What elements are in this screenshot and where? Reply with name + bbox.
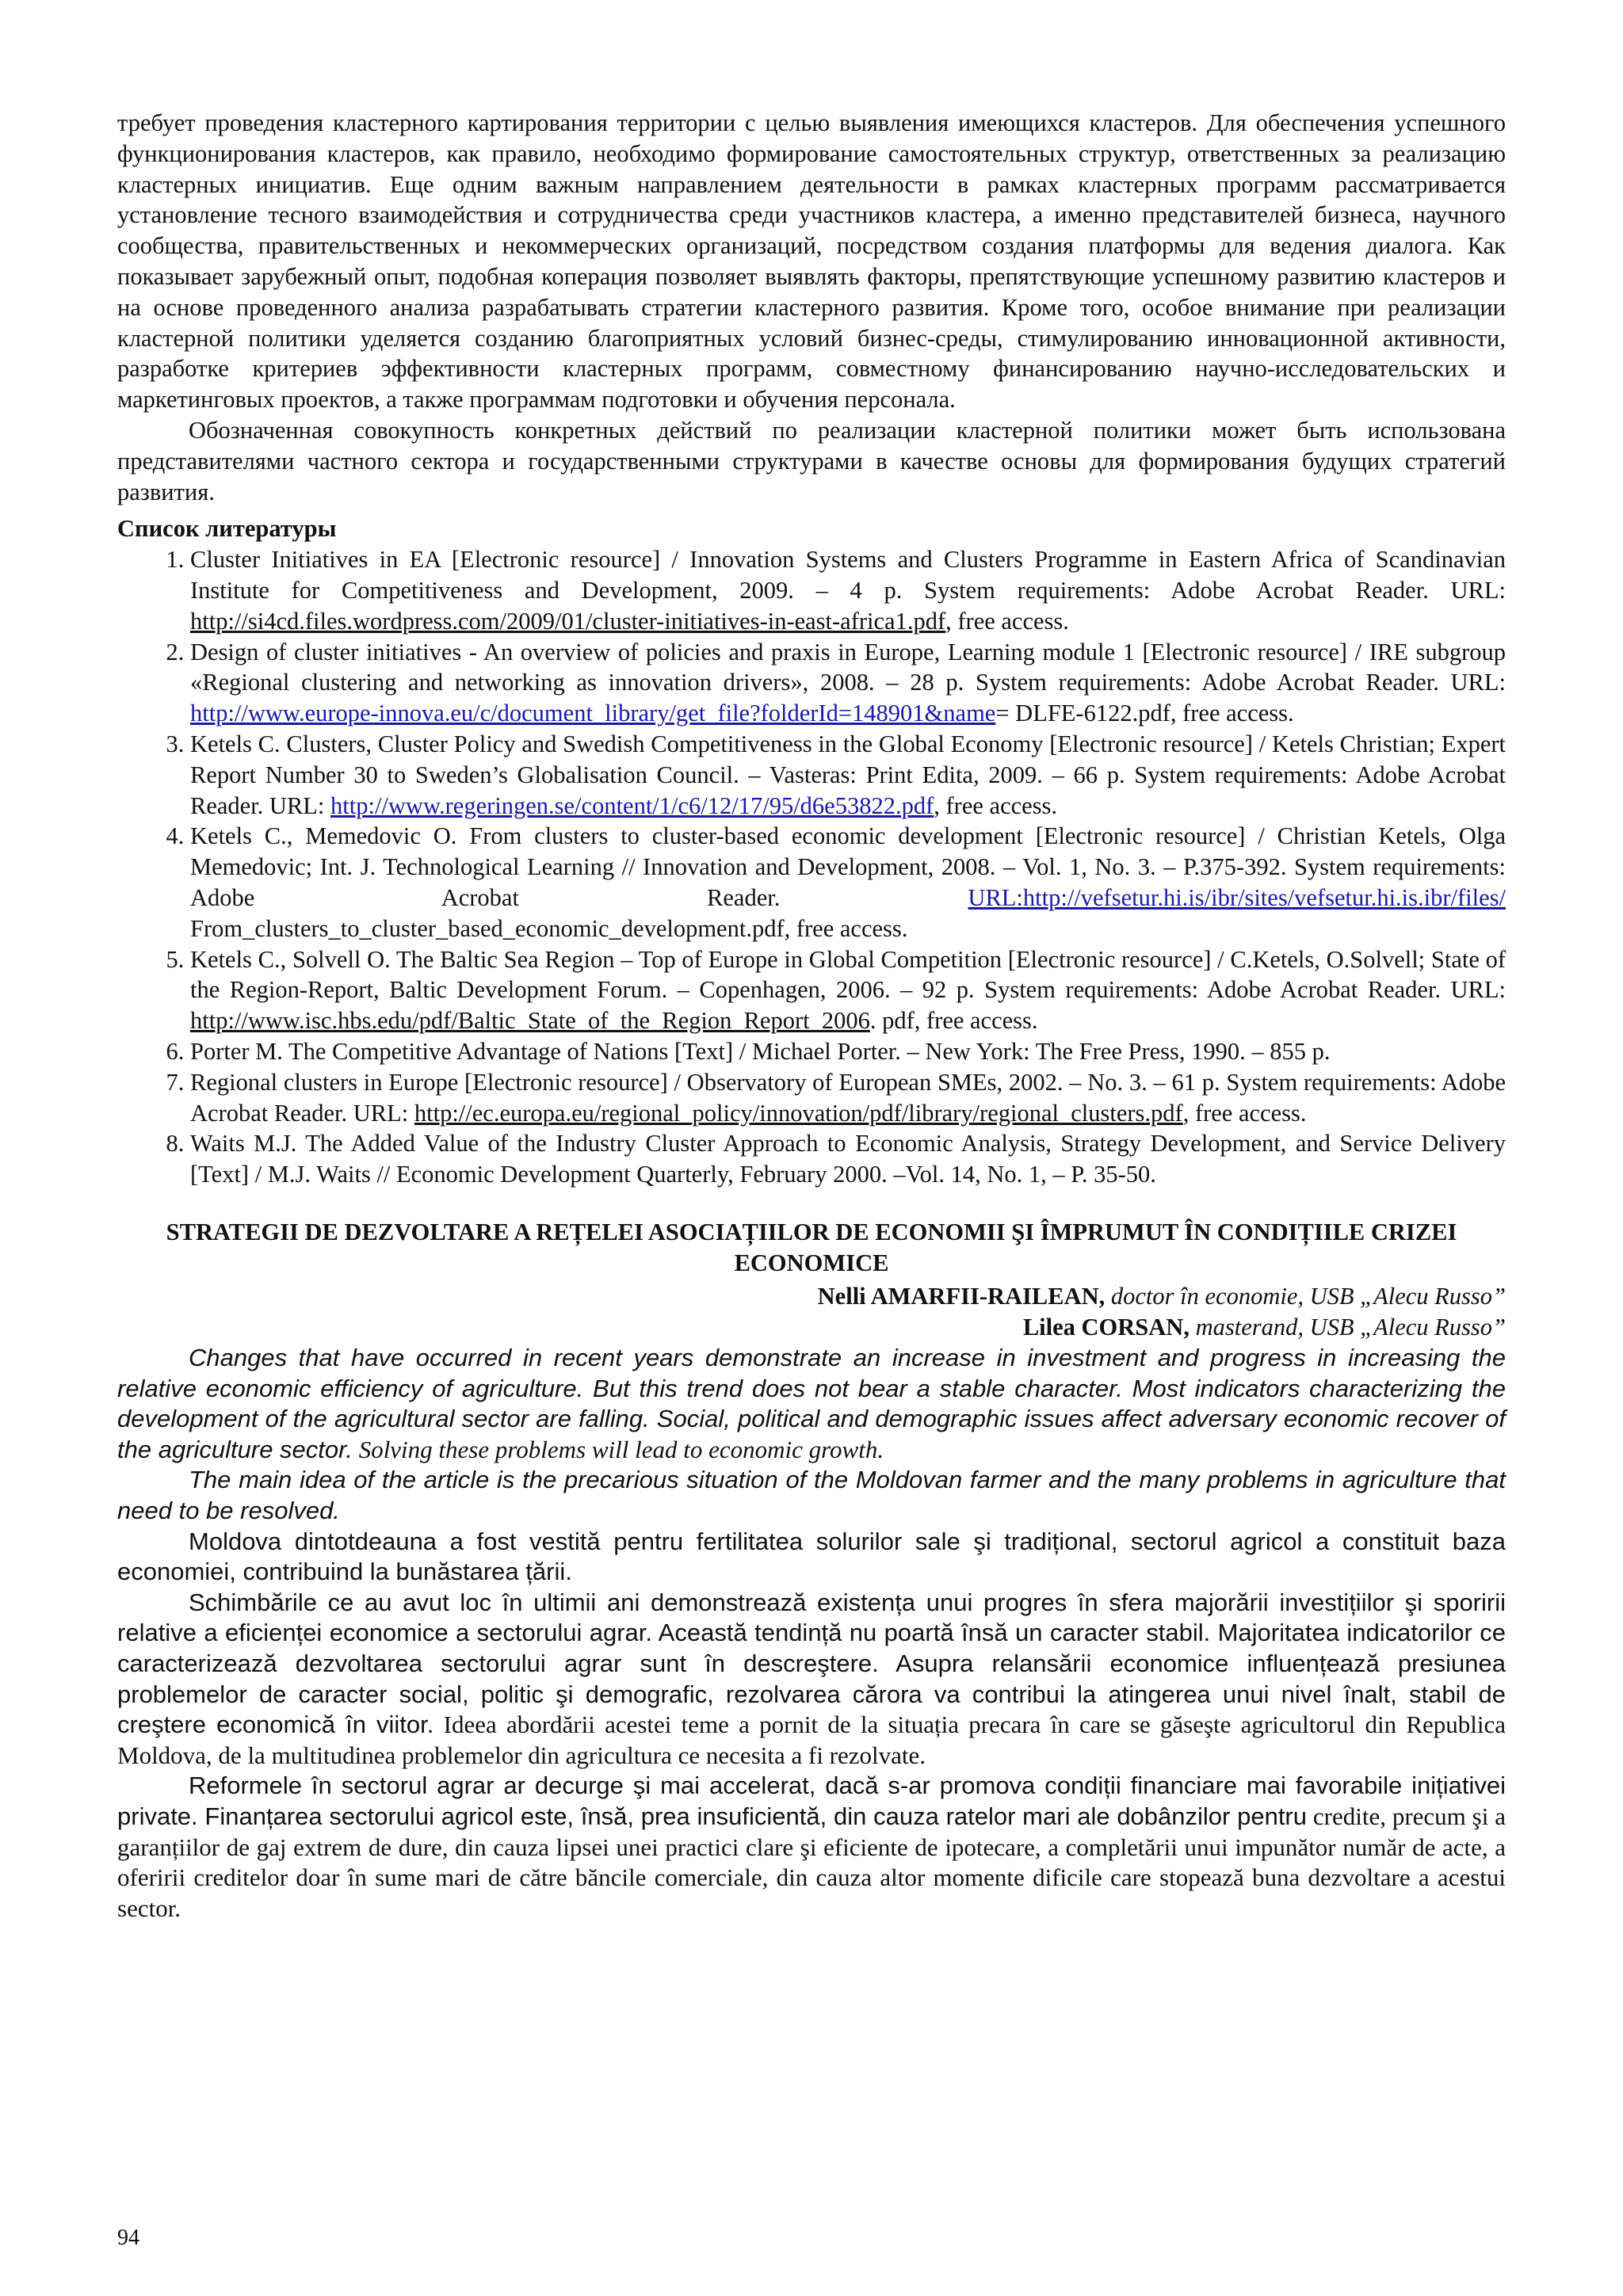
reference-link[interactable]: http://ec.europa.eu/regional_policy/innovation/pdf/library/regional_clusters.pdf: [414, 1099, 1183, 1127]
body-paragraph-3: Reformele în sectorul agrar ar decurge şi mai accelerat, dacă s-ar promova condiții financiare mai favorabile inițiativei private. Finanțarea sectorului agricol este, însă, prea insuficientă, din cauza ratelor mari ale dobânzilor pentru credite, precum şi a garanțiilor de gaj extrem de dure, din cauza lipsei unei practici clare şi eficiente de ipotecare, a completării unui impunător număr de acte, a oferirii creditelor doar în sume mari de către băncile comerciale, din cauza altor momente dificile care stopează buna dezvoltare a acestui sector.: [117, 1772, 1506, 1922]
reference-link[interactable]: http://www.europe-innova.eu/c/document_library/get_file?folderId=148901&name: [190, 700, 996, 727]
article-title: STRATEGII DE DEZVOLTARE A REȚELEI ASOCIAȚIILOR DE ECONOMII ŞI ÎMPRUMUT ÎN CONDIȚIILE CRIZEI ECONOMICE: [166, 1218, 1457, 1276]
reference-item: 2. Design of cluster initiatives - An overview of policies and praxis in Europe, Learning module 1 [Electronic resource] / IRE subgroup «Regional clustering and networking as innovation drivers», 2008. – 28 p. System requirements: Adobe Acrobat Reader. URL: http://www.europe-innova.eu/c/document_library/get_file?folderId=148901&name= DLFE-6122.pdf, free access.: [190, 637, 1506, 729]
reference-item: 3. Ketels C. Clusters, Cluster Policy and Swedish Competitiveness in the Global Economy [Electronic resource] / Ketels Christian; Expert Report Number 30 to Sweden’s Globalisation Council. – Vasteras: Print Edita, 2009. – 66 p. System requirements: Adobe Acrobat Reader. URL: http://www.regeringen.se/content/1/c6/12/17/95/d6e53822.pdf, free access.: [190, 729, 1506, 821]
reference-item: 8. Waits M.J. The Added Value of the Industry Cluster Approach to Economic Analysis, Strategy Development, and Service Delivery [Text] / M.J. Waits // Economic Development Quarterly, February 2000. –Vol. 14, No. 1, – P. 35-50.: [190, 1128, 1506, 1190]
author-role: doctor în economie, USB „Alecu Russo”: [1105, 1283, 1506, 1310]
reference-link[interactable]: URL:http://vefsetur.hi.is/ibr/sites/vefsetur.hi.is.ibr/files/: [968, 883, 1506, 911]
author-name: Lilea CORSAN,: [1022, 1314, 1190, 1341]
reference-item: 5. Ketels C., Solvell O. The Baltic Sea Region – Top of Europe in Global Competition [Electronic resource] / C.Ketels, O.Solvell; State of the Region-Report, Baltic Development Forum. – Copenhagen, 2006. – 92 p. System requirements: Adobe Acrobat Reader. URL: http://www.isc.hbs.edu/pdf/Baltic_State_of_the_Region_Report_2006. pdf, free access.: [190, 944, 1506, 1036]
reference-link[interactable]: http://www.isc.hbs.edu/pdf/Baltic_State_of_the_Region_Report_2006: [190, 1007, 870, 1035]
reference-item: 7. Regional clusters in Europe [Electronic resource] / Observatory of European SMEs, 2002. – No. 3. – 61 p. System requirements: Adobe Acrobat Reader. URL: http://ec.europa.eu/regional_policy/innovation/pdf/library/regional_clusters.pdf, free access.: [190, 1067, 1506, 1129]
references-list: [117, 544, 1506, 1190]
reference-item: 1. Cluster Initiatives in EA [Electronic resource] / Innovation Systems and Clusters Programme in Eastern Africa of Scandinavian Institute for Competitiveness and Development, 2009. – 4 p. System requirements: Adobe Acrobat Reader. URL: http://si4cd.files.wordpress.com/2009/01/cluster-initiatives-in-east-africa1.pdf, free access.: [190, 544, 1506, 636]
page-number: 94: [117, 2225, 139, 2250]
author-role: masterand, USB „Alecu Russo”: [1189, 1314, 1506, 1341]
intro-paragraph-1: требует проведения кластерного картирования территории с целью выявления имеющихся кластеров. Для обеспечения успешного функционирования кластеров, как правило, необходимо формирование самостоятельных структур, ответственных за реализацию кластерных инициатив. Еще одним важным направлением деятельности в рамках кластерных программ рассматривается установление тесного взаимодействия и сотрудничества среди участников кластера, а именно представителей бизнеса, научного сообщества, правительственных и некоммерческих организаций, посредством создания платформы для ведения диалога. Как показывает зарубежный опыт, подобная коперация позволяет выявлять факторы, препятствующие успешному развитию кластеров и на основе проведенного анализа разрабатывать стратегии кластерного развития. Кроме того, особое внимание при реализации кластерной политики уделяется созданию благоприятных условий бизнес-среды, стимулированию инновационной активности, разработке критериев эффективности кластерных программ, совместному финансированию научно-исследовательских и маркетинговых проектов, а также программам подготовки и обучения персонала.: [117, 109, 1506, 414]
reference-link[interactable]: http://www.regeringen.se/content/1/c6/12/17/95/d6e53822.pdf: [330, 791, 934, 819]
author-block: [117, 1281, 1506, 1343]
reference-link[interactable]: http://si4cd.files.wordpress.com/2009/01/cluster-initiatives-in-east-africa1.pdf: [190, 607, 946, 635]
body-paragraph-1: Moldova dintotdeauna a fost vestită pentru fertilitatea solurilor sale şi tradițional, sectorul agricol a constituit baza economiei, contribuind la bunăstarea țării.: [117, 1527, 1506, 1586]
body-paragraph-2: Schimbările ce au avut loc în ultimii ani demonstrează existența unui progres în sfera majorării investițiilor şi sporirii relative a eficienței economice a sectorului agrar. Această tendință nu poartă însă un caracter stabil. Majoritatea indicatorilor ce caracterizează dezvoltarea sectorului agrar sunt în descreştere. Asupra relansării economice influențează presiunea problemelor de caracter social, politic şi demografic, rezolvarea cărora va contribui la atingerea unui nivel înalt, stabil de creştere economică în viitor. Ideea abordării acestei teme a pornit de la situația precara în care se găseşte agricultorul din Republica Moldova, de la multitudinea problemelor din agricultura ce necesita a fi rezolvate.: [117, 1588, 1506, 1769]
intro-paragraph-2: Обозначенная совокупность конкретных действий по реализации кластерной политики может быть использована представителями частного сектора и государственными структурами в качестве основы для формирования будущих стратегий развития.: [117, 416, 1506, 505]
reference-item: 4. Ketels C., Memedovic O. From clusters to cluster-based economic development [Electronic resource] / Christian Ketels, Olga Memedovic; Int. J. Technological Learning // Innovation and Development, 2008. – Vol. 1, No. 3. – P.375-392. System requirements: Adobe Acrobat Reader. URL:http://vefsetur.hi.is/ibr/sites/vefsetur.hi.is.ibr/files/ From_clusters_to_cluster_based_economic_development.pdf, free access.: [190, 821, 1506, 944]
reference-item: 6. Porter M. The Competitive Advantage of Nations [Text] / Michael Porter. – New York: The Free Press, 1990. – 855 p.: [190, 1036, 1506, 1067]
author-name: Nelli AMARFII-RAILEAN,: [817, 1283, 1106, 1310]
author-line: [117, 1312, 1506, 1343]
abstract-paragraph-2: The main idea of the article is the precarious situation of the Moldovan farmer and the many problems in agriculture that need to be resolved.: [117, 1466, 1506, 1525]
abstract-paragraph-1: Changes that have occurred in recent years demonstrate an increase in investment and progress in increasing the relative economic efficiency of agriculture. But this trend does not bear a stable character. Most indicators characterizing the development of the agricultural sector are falling. Social, political and demographic issues affect adversary economic recover of the agriculture sector. Solving these problems will lead to economic growth.: [117, 1344, 1506, 1463]
references-heading: Список литературы: [117, 515, 337, 543]
author-line: [117, 1281, 1506, 1312]
